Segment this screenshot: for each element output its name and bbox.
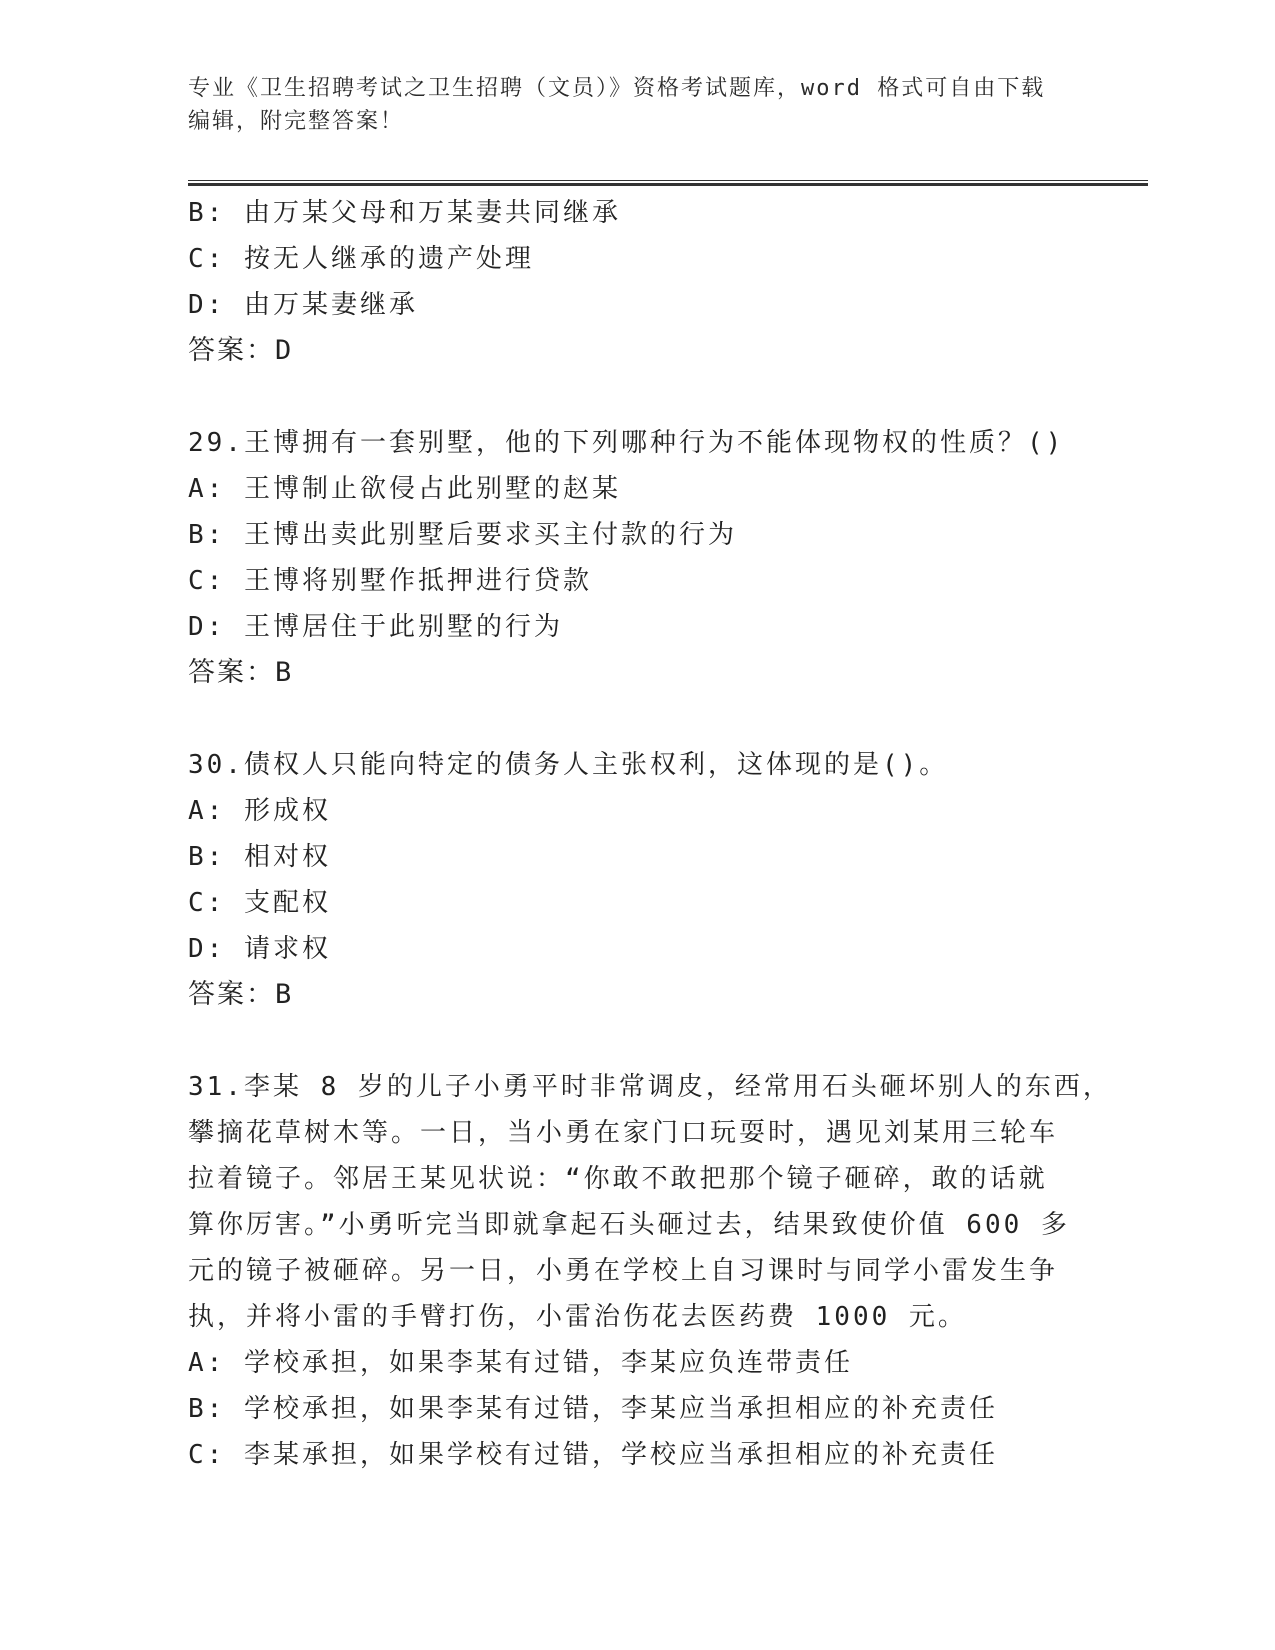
option-c: C: 李某承担，如果学校有过错，学校应当承担相应的补充责任 [188,1440,998,1470]
spacer [188,1018,1088,1064]
option-b: B: 学校承担，如果李某有过错，李某应当承担相应的补充责任 [188,1394,998,1424]
question-list [188,190,1112,1478]
question-stem-line: 算你厉害。”小勇听完当即就拿起石头砸过去，结果致使价值 600 多 [188,1210,1070,1240]
question-30 [188,742,1088,1018]
header-divider-thick [188,183,1148,186]
spacer [188,696,1088,742]
option-b: B: 由万某父母和万某妻共同继承 [188,198,621,228]
option-b: B: 相对权 [188,842,331,872]
option-a: A: 形成权 [188,796,331,826]
option-d: D: 请求权 [188,934,331,964]
option-d: D: 王博居住于此别墅的行为 [188,612,563,642]
header-line-1: 专业《卫生招聘考试之卫生招聘（文员）》资格考试题库，word 格式可自由下载 [188,76,1046,101]
option-d: D: 由万某妻继承 [188,290,418,320]
header-line-2: 编辑，附完整答案！ [188,109,405,134]
question-28-continued [188,190,1088,374]
question-stem-line: 元的镜子被砸碎。另一日，小勇在学校上自习课时与同学小雷发生争 [188,1256,1059,1286]
option-c: C: 王博将别墅作抵押进行贷款 [188,566,592,596]
option-b: B: 王博出卖此别墅后要求买主付款的行为 [188,520,737,550]
spacer [188,374,1088,420]
header-divider-thin [188,180,1148,181]
question-stem-line: 拉着镜子。邻居王某见状说：“你敢不敢把那个镜子砸碎，敢的话就 [188,1164,1048,1194]
question-stem: 29.王博拥有一套别墅，他的下列哪种行为不能体现物权的性质？() [188,428,1065,458]
question-stem: 30.债权人只能向特定的债务人主张权利，这体现的是()。 [188,750,949,780]
question-stem-line: 31.李某 8 岁的儿子小勇平时非常调皮，经常用石头砸坏别人的东西， [188,1072,1112,1102]
answer: 答案：B [188,657,294,688]
option-a: A: 王博制止欲侵占此别墅的赵某 [188,474,621,504]
option-c: C: 按无人继承的遗产处理 [188,244,534,274]
question-stem-line: 攀摘花草树木等。一日，当小勇在家门口玩耍时，遇见刘某用三轮车 [188,1118,1059,1148]
answer: 答案：D [188,335,294,366]
question-29 [188,420,1088,696]
question-31 [188,1064,1112,1478]
question-stem-line: 执，并将小雷的手臂打伤，小雷治伤花去医药费 1000 元。 [188,1302,967,1332]
option-a: A: 学校承担，如果李某有过错，李某应负连带责任 [188,1348,853,1378]
answer: 答案：B [188,979,294,1010]
document-header [188,72,1088,138]
option-c: C: 支配权 [188,888,331,918]
